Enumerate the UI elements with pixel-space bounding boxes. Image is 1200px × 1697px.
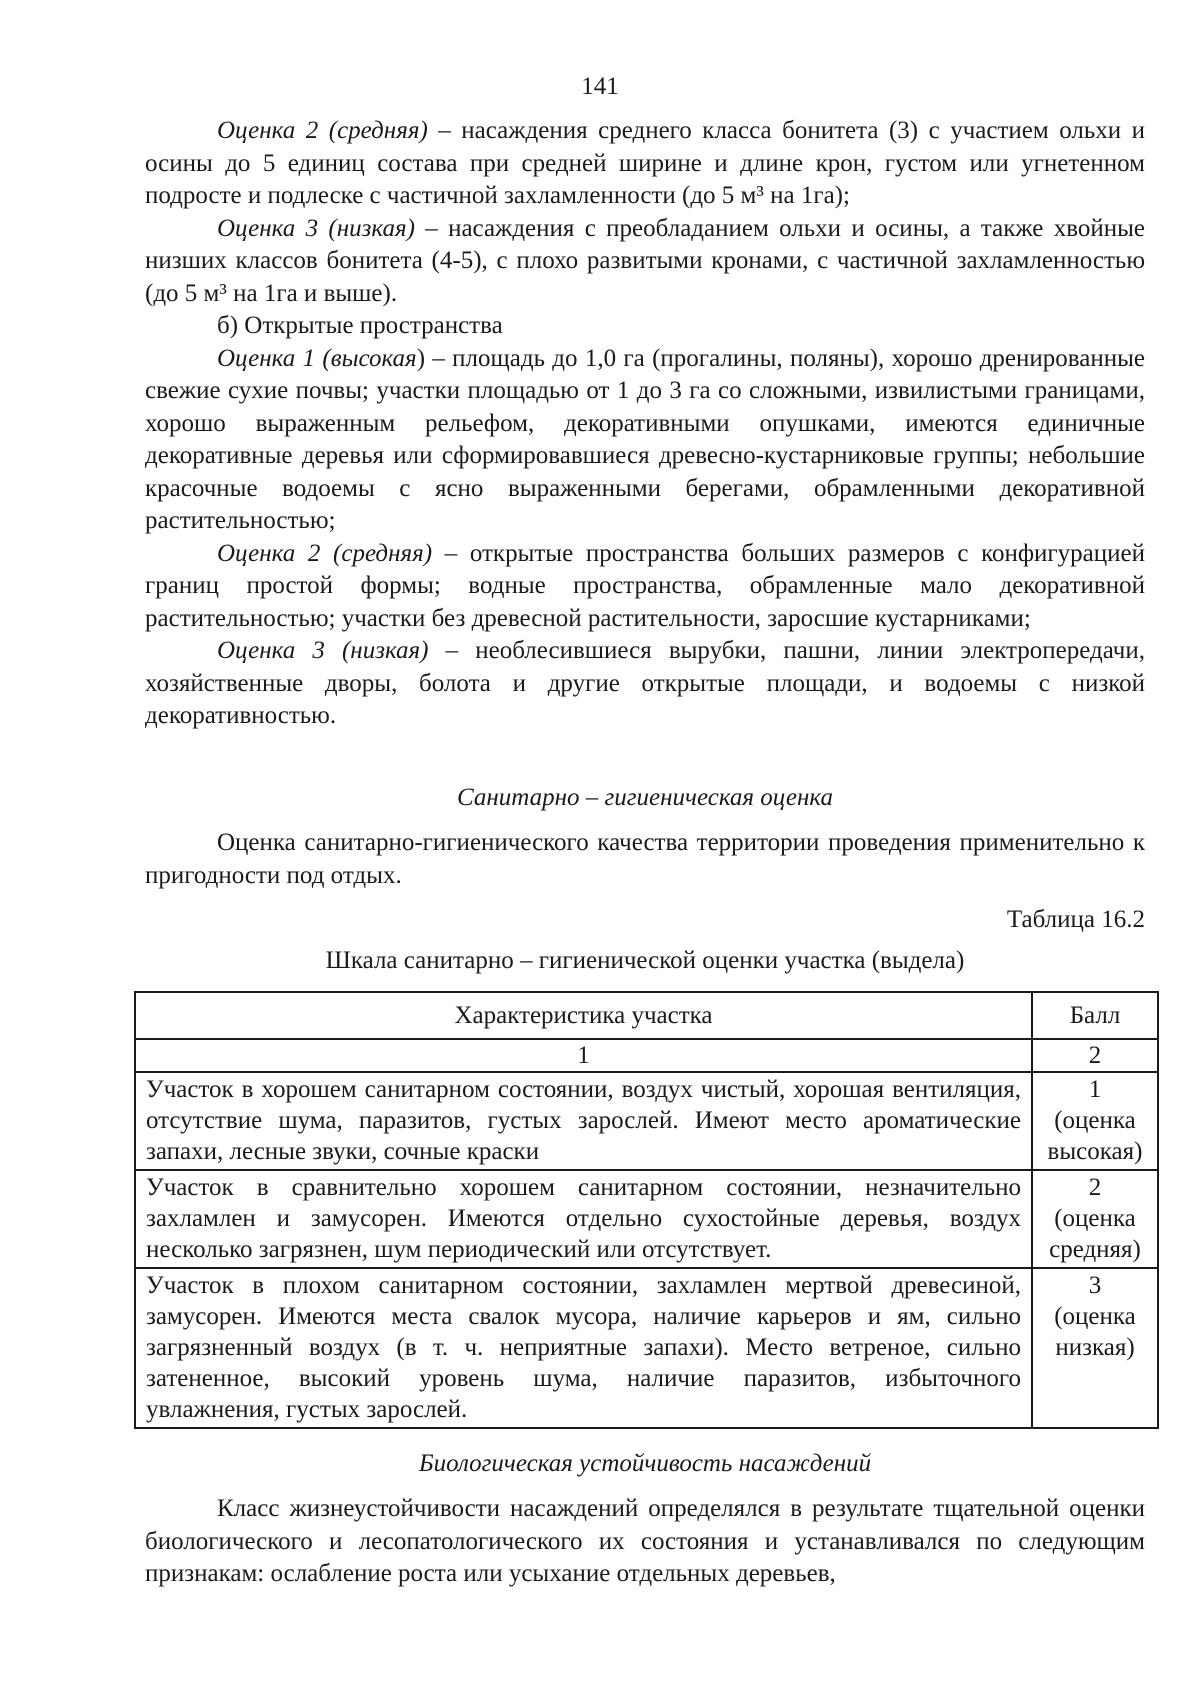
paragraph-rating-3-forest	[145, 213, 1145, 311]
table-row	[135, 1072, 1158, 1170]
score-label: низкая)	[1055, 1334, 1135, 1361]
score-label: средняя)	[1049, 1236, 1141, 1263]
paragraph-text: – насаждения среднего класса бонитета (3) с участием ольхи и осины до 5 единиц состава при средней ширине и длине крон, густом или угнетенном подросте и подлеске с частичной захламленности (до 5 м³ на 1га);	[145, 117, 1146, 209]
rating-label: Оценка 3 (низкая)	[217, 637, 429, 664]
paragraph-rating-1-open	[145, 343, 1145, 538]
section-heading-sanitary: Санитарно – гигиеническая оценка	[457, 784, 833, 811]
paragraph-rating-2-forest	[145, 115, 1145, 213]
score-label: (оценка	[1054, 1205, 1136, 1232]
table-number: Таблица 16.2	[1006, 906, 1145, 933]
row-description: Участок в хорошем санитарном состоянии, воздух чистый, хорошая вентиляция, отсутствие шума, паразитов, густых зарослей. Имеют место ароматические запахи, лесные звуки, сочные краски	[135, 1072, 1032, 1170]
header-score: Балл	[1032, 992, 1158, 1039]
rating-label: Оценка 1 (высокая	[217, 344, 417, 372]
rating-label: Оценка 3 (низкая)	[217, 214, 415, 242]
subheading-open-spaces: б) Открытые пространства	[217, 312, 503, 339]
table-row	[135, 1268, 1158, 1428]
page-number: 141	[581, 73, 619, 100]
column-number-2: 2	[1032, 1039, 1158, 1072]
paragraph-rating-2-open	[145, 538, 1145, 636]
sanitary-scale-table	[134, 991, 1159, 1429]
table-title: Шкала санитарно – гигиенической оценки участка (выдела)	[325, 947, 965, 974]
sanitary-text	[145, 827, 1145, 892]
paragraph-sanitary: Оценка санитарно-гигиенического качества территории проведения применительно к пригодности под отдых.	[145, 829, 1145, 889]
header-characteristic: Характеристика участка	[135, 992, 1032, 1039]
score-value: 2	[1088, 1174, 1102, 1201]
paragraph-text: ) – площадь до 1,0 га (прогалины, поляны), хорошо дренированные свежие сухие почвы; участки площадью от 1 до 3 га со сложными, извилистыми границами, хорошо выраженным рельефом, декоративными опушками, имеются единичные декоративные деревья или сформировавшиеся древесно-кустарниковые группы; небольшие красочные водоемы с ясно выраженными берегами, обрамленными декоративной растительностью;	[145, 344, 1146, 534]
row-description: Участок в сравнительно хорошем санитарном состоянии, незначительно захламлен и замусорен. Имеются отдельно сухостойные деревья, воздух несколько загрязнен, шум периодический или отсутствует.	[135, 1170, 1032, 1268]
row-score	[1032, 1072, 1158, 1170]
paragraph-text: – открытые пространства больших размеров с конфигурацией границ простой формы; водные пространства, обрамленные мало декоративной растительностью; участки без древесной растительности, заросшие кустарниками;	[145, 539, 1146, 632]
row-score	[1032, 1268, 1158, 1428]
paragraph-bio: Класс жизнеустойчивости насаждений определялся в результате тщательной оценки биологического и лесопатологического их состояния и устанавливался по следующим признакам: ослабление роста или усыхание отдельных деревьев,	[145, 1495, 1145, 1587]
paragraph-text: – необлесившиеся вырубки, пашни, линии электропередачи, хозяйственные дворы, болота и другие открытые площади, и водоемы с низкой декоративностью.	[145, 637, 1145, 729]
rating-label: Оценка 2 (средняя)	[217, 117, 428, 144]
paragraph-rating-3-open	[145, 635, 1145, 733]
score-label: (оценка	[1054, 1303, 1136, 1330]
table-row	[135, 1170, 1158, 1268]
score-label: высокая)	[1047, 1138, 1143, 1165]
row-description: Участок в плохом санитарном состоянии, захламлен мертвой древесиной, замусорен. Имеются места свалок мусора, наличие карьеров и ям, сильно загрязненный воздух (в т. ч. неприятные запахи). Место ветреное, сильно затененное, высокий уровень шума, наличие паразитов, избыточного увлажнения, густых зарослей.	[135, 1268, 1032, 1428]
score-value: 3	[1088, 1272, 1102, 1299]
paragraph-text: – насаждения с преобладанием ольхи и осины, а также хвойные низших классов бонитета (4-5), с плохо развитыми кронами, с частичной захламленностью (до 5 м³ на 1га и выше).	[145, 214, 1145, 307]
bio-text	[145, 1493, 1145, 1591]
score-value: 1	[1088, 1076, 1102, 1103]
rating-label: Оценка 2 (средняя)	[217, 539, 433, 567]
table-column-number-row	[135, 1039, 1158, 1072]
table-header-row	[135, 992, 1158, 1039]
section-heading-bio: Биологическая устойчивость насаждений	[418, 1450, 872, 1477]
forest-assessment-text	[145, 115, 1145, 733]
score-label: (оценка	[1054, 1107, 1136, 1134]
column-number-1: 1	[135, 1039, 1032, 1072]
row-score	[1032, 1170, 1158, 1268]
